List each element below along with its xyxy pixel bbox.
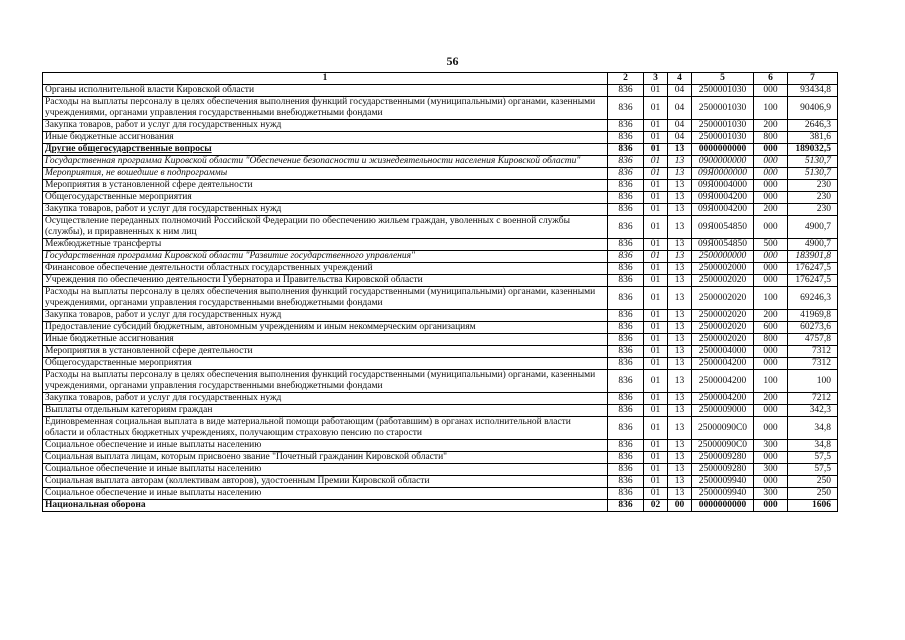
row-amount-cell: 4900,7	[788, 239, 838, 251]
row-col6-cell: 100	[754, 370, 788, 393]
row-col6-cell: 000	[754, 452, 788, 464]
row-col4-cell: 00	[668, 500, 692, 512]
row-col6-cell: 100	[754, 287, 788, 310]
row-col3-cell: 01	[644, 393, 668, 405]
row-name-cell	[43, 156, 608, 168]
table-row	[43, 287, 838, 310]
table-row	[43, 322, 838, 334]
row-col5-cell: 25000090С0	[692, 440, 754, 452]
row-amount-cell: 230	[788, 192, 838, 204]
row-col3-cell: 01	[644, 216, 668, 239]
page-number: 56	[446, 54, 459, 68]
row-amount-cell: 381,6	[788, 132, 838, 144]
row-col6-cell: 000	[754, 500, 788, 512]
row-name-cell	[43, 239, 608, 251]
row-name-text: Закупка товаров, работ и услуг для государственных нужд	[45, 204, 282, 214]
row-col4-cell: 13	[668, 251, 692, 263]
row-amount-cell: 176247,5	[788, 275, 838, 287]
header-cell-4: 4	[668, 73, 692, 85]
row-name-text: Другие общегосударственные вопросы	[45, 144, 212, 154]
row-col5-cell: 2500002000	[692, 263, 754, 275]
header-cell-1: 1	[43, 73, 608, 85]
row-amount-cell: 5130,7	[788, 168, 838, 180]
row-name-cell	[43, 204, 608, 216]
row-col4-cell: 13	[668, 168, 692, 180]
row-col4-cell: 13	[668, 440, 692, 452]
row-amount-cell: 7312	[788, 346, 838, 358]
row-amount-cell: 250	[788, 488, 838, 500]
table-row	[43, 405, 838, 417]
row-name-text: Межбюджетные трансферты	[45, 239, 162, 249]
row-col2-cell: 836	[608, 322, 644, 334]
row-name-cell	[43, 322, 608, 334]
table-row	[43, 204, 838, 216]
row-name-text: Социальное обеспечение и иные выплаты населению	[45, 464, 262, 474]
row-col6-cell: 000	[754, 346, 788, 358]
row-col4-cell: 13	[668, 239, 692, 251]
row-name-text: Закупка товаров, работ и услуг для государственных нужд	[45, 310, 282, 320]
table-row	[43, 393, 838, 405]
row-name-cell	[43, 452, 608, 464]
row-col2-cell: 836	[608, 204, 644, 216]
row-col5-cell: 2500009280	[692, 452, 754, 464]
row-amount-cell: 230	[788, 180, 838, 192]
row-col5-cell: 2500002020	[692, 310, 754, 322]
row-col2-cell: 836	[608, 144, 644, 156]
row-col3-cell: 01	[644, 180, 668, 192]
row-col3-cell: 01	[644, 204, 668, 216]
row-col2-cell: 836	[608, 216, 644, 239]
row-col3-cell: 01	[644, 452, 668, 464]
row-name-text: Национальная оборона	[45, 500, 146, 510]
table-row	[43, 476, 838, 488]
row-amount-cell: 93434,8	[788, 85, 838, 97]
row-amount-cell: 60273,6	[788, 322, 838, 334]
row-name-cell	[43, 287, 608, 310]
row-col4-cell: 13	[668, 476, 692, 488]
row-col4-cell: 13	[668, 346, 692, 358]
row-name-text: Органы исполнительной власти Кировской области	[45, 85, 255, 95]
row-amount-cell: 250	[788, 476, 838, 488]
row-col2-cell: 836	[608, 97, 644, 120]
table-row	[43, 144, 838, 156]
row-col5-cell: 25000090С0	[692, 417, 754, 440]
row-col5-cell: 0000000000	[692, 500, 754, 512]
row-name-cell	[43, 334, 608, 346]
row-col6-cell: 600	[754, 322, 788, 334]
table-row	[43, 251, 838, 263]
row-col3-cell: 01	[644, 275, 668, 287]
row-col2-cell: 836	[608, 263, 644, 275]
table-row	[43, 346, 838, 358]
row-col2-cell: 836	[608, 452, 644, 464]
row-col6-cell: 500	[754, 239, 788, 251]
row-col3-cell: 01	[644, 334, 668, 346]
row-col5-cell: 2500001030	[692, 132, 754, 144]
row-col6-cell: 000	[754, 358, 788, 370]
table-row	[43, 358, 838, 370]
row-col3-cell: 01	[644, 156, 668, 168]
row-name-text: Иные бюджетные ассигнования	[45, 132, 174, 142]
row-name-text: Иные бюджетные ассигнования	[45, 334, 174, 344]
row-name-cell	[43, 476, 608, 488]
row-col3-cell: 01	[644, 97, 668, 120]
row-name-text: Мероприятия, не вошедшие в подпрограммы	[45, 168, 228, 178]
table-row	[43, 192, 838, 204]
row-name-cell	[43, 346, 608, 358]
row-col6-cell: 000	[754, 405, 788, 417]
row-name-cell	[43, 488, 608, 500]
row-col5-cell: 09Я0004200	[692, 192, 754, 204]
row-col3-cell: 01	[644, 263, 668, 275]
row-name-cell	[43, 417, 608, 440]
row-col4-cell: 13	[668, 192, 692, 204]
row-name-cell	[43, 464, 608, 476]
row-col5-cell: 2500009280	[692, 464, 754, 476]
row-col2-cell: 836	[608, 156, 644, 168]
row-col6-cell: 000	[754, 192, 788, 204]
row-col5-cell: 2500009000	[692, 405, 754, 417]
row-col2-cell: 836	[608, 334, 644, 346]
row-col3-cell: 01	[644, 120, 668, 132]
table-row	[43, 452, 838, 464]
row-name-cell	[43, 440, 608, 452]
row-name-text: Предоставление субсидий бюджетным, автономным учреждениям и иным некоммерческим организациям	[45, 322, 476, 332]
row-col6-cell: 800	[754, 334, 788, 346]
row-col4-cell: 04	[668, 85, 692, 97]
header-cell-2: 2	[608, 73, 644, 85]
row-col4-cell: 04	[668, 120, 692, 132]
row-amount-cell: 183901,8	[788, 251, 838, 263]
row-col2-cell: 836	[608, 370, 644, 393]
row-col6-cell: 300	[754, 464, 788, 476]
header-cell-3: 3	[644, 73, 668, 85]
row-amount-cell: 230	[788, 204, 838, 216]
row-col4-cell: 13	[668, 452, 692, 464]
row-col6-cell: 300	[754, 488, 788, 500]
row-name-cell	[43, 358, 608, 370]
row-amount-cell: 4900,7	[788, 216, 838, 239]
row-col2-cell: 836	[608, 132, 644, 144]
row-name-text: Выплаты отдельным категориям граждан	[45, 405, 213, 415]
row-col2-cell: 836	[608, 488, 644, 500]
table-row	[43, 156, 838, 168]
row-name-text: Закупка товаров, работ и услуг для государственных нужд	[45, 120, 282, 130]
table-row	[43, 216, 838, 239]
table-row	[43, 370, 838, 393]
table-row	[43, 239, 838, 251]
row-col6-cell: 000	[754, 144, 788, 156]
row-amount-cell: 2646,3	[788, 120, 838, 132]
row-col3-cell: 01	[644, 239, 668, 251]
row-col4-cell: 13	[668, 405, 692, 417]
row-name-cell	[43, 97, 608, 120]
header-cell-7: 7	[788, 73, 838, 85]
row-col2-cell: 836	[608, 168, 644, 180]
row-name-cell	[43, 120, 608, 132]
row-col5-cell: 2500000000	[692, 251, 754, 263]
row-name-cell	[43, 144, 608, 156]
row-col3-cell: 01	[644, 440, 668, 452]
table-row	[43, 120, 838, 132]
row-amount-cell: 34,8	[788, 440, 838, 452]
row-name-text: Расходы на выплаты персоналу в целях обеспечения выполнения функций государственными (муниципальными) органами, казенными учреждениями, органами управления государственными внебюджетными фондами	[45, 370, 596, 391]
table-row	[43, 132, 838, 144]
row-col2-cell: 836	[608, 192, 644, 204]
row-amount-cell: 7212	[788, 393, 838, 405]
row-col6-cell: 000	[754, 156, 788, 168]
row-col4-cell: 13	[668, 204, 692, 216]
table-row	[43, 440, 838, 452]
row-name-text: Социальное обеспечение и иные выплаты населению	[45, 488, 262, 498]
row-col4-cell: 04	[668, 132, 692, 144]
row-col3-cell: 01	[644, 358, 668, 370]
row-name-cell	[43, 180, 608, 192]
row-amount-cell: 90406,9	[788, 97, 838, 120]
row-col3-cell: 01	[644, 405, 668, 417]
row-col4-cell: 13	[668, 322, 692, 334]
row-name-text: Мероприятия в установленной сфере деятельности	[45, 346, 253, 356]
row-col5-cell: 09Я0004000	[692, 180, 754, 192]
row-amount-cell: 100	[788, 370, 838, 393]
row-col3-cell: 02	[644, 500, 668, 512]
row-col5-cell: 2500009940	[692, 488, 754, 500]
row-name-cell	[43, 132, 608, 144]
table-row	[43, 275, 838, 287]
row-col5-cell: 2500002020	[692, 287, 754, 310]
row-name-cell	[43, 263, 608, 275]
row-col5-cell: 2500001030	[692, 85, 754, 97]
row-col4-cell: 13	[668, 334, 692, 346]
row-col2-cell: 836	[608, 417, 644, 440]
row-col6-cell: 000	[754, 263, 788, 275]
row-amount-cell: 4757,8	[788, 334, 838, 346]
row-col5-cell: 2500001030	[692, 97, 754, 120]
row-name-text: Общегосударственные мероприятия	[45, 358, 192, 368]
row-col4-cell: 13	[668, 464, 692, 476]
header-cell-5: 5	[692, 73, 754, 85]
row-col4-cell: 13	[668, 263, 692, 275]
row-name-text: Учреждения по обеспечению деятельности Губернатора и Правительства Кировской области	[45, 275, 423, 285]
row-col3-cell: 01	[644, 370, 668, 393]
row-col6-cell: 000	[754, 168, 788, 180]
row-amount-cell: 69246,3	[788, 287, 838, 310]
row-col5-cell: 2500004000	[692, 346, 754, 358]
row-col2-cell: 836	[608, 180, 644, 192]
row-col6-cell: 000	[754, 85, 788, 97]
row-col2-cell: 836	[608, 251, 644, 263]
table-row	[43, 488, 838, 500]
table-row	[43, 464, 838, 476]
row-col4-cell: 13	[668, 144, 692, 156]
row-col4-cell: 13	[668, 370, 692, 393]
row-col3-cell: 01	[644, 346, 668, 358]
row-col6-cell: 000	[754, 180, 788, 192]
table-row	[43, 85, 838, 97]
row-name-cell	[43, 310, 608, 322]
row-col2-cell: 836	[608, 500, 644, 512]
table-row	[43, 417, 838, 440]
row-name-text: Общегосударственные мероприятия	[45, 192, 192, 202]
header-row	[43, 73, 838, 85]
row-col5-cell: 2500004200	[692, 358, 754, 370]
row-col5-cell: 09Я0004200	[692, 204, 754, 216]
row-name-text: Осуществление переданных полномочий Российской Федерации по обеспечению жильем граждан, уволенных с военной службы (службы), и приравненных к ним лиц	[45, 216, 570, 237]
row-amount-cell: 41969,8	[788, 310, 838, 322]
row-col4-cell: 13	[668, 216, 692, 239]
row-amount-cell: 342,3	[788, 405, 838, 417]
row-col4-cell: 13	[668, 488, 692, 500]
row-col3-cell: 01	[644, 310, 668, 322]
row-name-cell	[43, 168, 608, 180]
row-col5-cell: 2500009940	[692, 476, 754, 488]
row-name-text: Закупка товаров, работ и услуг для государственных нужд	[45, 393, 282, 403]
row-col3-cell: 01	[644, 168, 668, 180]
row-col2-cell: 836	[608, 405, 644, 417]
row-amount-cell: 34,8	[788, 417, 838, 440]
table-row	[43, 168, 838, 180]
row-col6-cell: 200	[754, 310, 788, 322]
row-col2-cell: 836	[608, 346, 644, 358]
row-col3-cell: 01	[644, 322, 668, 334]
row-amount-cell: 1606	[788, 500, 838, 512]
row-name-cell	[43, 251, 608, 263]
row-col6-cell: 000	[754, 275, 788, 287]
row-col6-cell: 800	[754, 132, 788, 144]
table-row	[43, 334, 838, 346]
table-row	[43, 263, 838, 275]
budget-table	[42, 72, 838, 512]
row-col2-cell: 836	[608, 275, 644, 287]
row-col5-cell: 09Я0000000	[692, 168, 754, 180]
row-name-cell	[43, 393, 608, 405]
row-col3-cell: 01	[644, 85, 668, 97]
row-col4-cell: 13	[668, 180, 692, 192]
row-col4-cell: 13	[668, 358, 692, 370]
row-col6-cell: 100	[754, 97, 788, 120]
row-name-cell	[43, 370, 608, 393]
row-col5-cell: 2500001030	[692, 120, 754, 132]
row-name-text: Расходы на выплаты персоналу в целях обеспечения выполнения функций государственными (муниципальными) органами, казенными учреждениями, органами управления государственными внебюджетными фондами	[45, 97, 596, 118]
row-col3-cell: 01	[644, 464, 668, 476]
row-col2-cell: 836	[608, 287, 644, 310]
row-col4-cell: 13	[668, 417, 692, 440]
row-name-text: Социальная выплата лицам, которым присвоено звание "Почетный гражданин Кировской области"	[45, 452, 448, 462]
row-col6-cell: 000	[754, 251, 788, 263]
row-col3-cell: 01	[644, 192, 668, 204]
table-row	[43, 97, 838, 120]
row-col2-cell: 836	[608, 440, 644, 452]
row-name-text: Государственная программа Кировской области "Развитие государственного управления"	[45, 251, 416, 261]
row-name-cell	[43, 216, 608, 239]
row-col5-cell: 09Я0054850	[692, 216, 754, 239]
table-row	[43, 310, 838, 322]
row-col3-cell: 01	[644, 287, 668, 310]
row-col2-cell: 836	[608, 85, 644, 97]
row-col4-cell: 13	[668, 287, 692, 310]
row-col5-cell: 2500002020	[692, 334, 754, 346]
row-col5-cell: 2500004200	[692, 370, 754, 393]
row-col3-cell: 01	[644, 251, 668, 263]
row-amount-cell: 57,5	[788, 452, 838, 464]
row-name-text: Мероприятия в установленной сфере деятельности	[45, 180, 253, 190]
row-col3-cell: 01	[644, 132, 668, 144]
row-col2-cell: 836	[608, 358, 644, 370]
row-name-text: Социальное обеспечение и иные выплаты населению	[45, 440, 262, 450]
row-col2-cell: 836	[608, 464, 644, 476]
row-name-cell	[43, 85, 608, 97]
row-col6-cell: 000	[754, 417, 788, 440]
row-col6-cell: 000	[754, 476, 788, 488]
table-row	[43, 500, 838, 512]
row-col2-cell: 836	[608, 120, 644, 132]
row-col6-cell: 200	[754, 393, 788, 405]
row-name-cell	[43, 405, 608, 417]
row-col6-cell: 000	[754, 216, 788, 239]
row-col4-cell: 13	[668, 310, 692, 322]
row-col2-cell: 836	[608, 239, 644, 251]
table-body	[43, 73, 838, 512]
row-col5-cell: 0900000000	[692, 156, 754, 168]
row-name-text: Единовременная социальная выплата в виде материальной помощи работающим (работавшим) в органах исполнительной власти области и областных бюджетных учреждениях, получающим страховую пенсию по старости	[45, 417, 571, 438]
row-col5-cell: 0000000000	[692, 144, 754, 156]
row-col3-cell: 01	[644, 417, 668, 440]
row-amount-cell: 5130,7	[788, 156, 838, 168]
row-col6-cell: 300	[754, 440, 788, 452]
row-col2-cell: 836	[608, 393, 644, 405]
row-col3-cell: 01	[644, 488, 668, 500]
row-name-cell	[43, 500, 608, 512]
row-name-text: Государственная программа Кировской области "Обеспечение безопасности и жизнедеятельности населения Кировской области"	[45, 156, 581, 166]
row-amount-cell: 57,5	[788, 464, 838, 476]
row-amount-cell: 189032,5	[788, 144, 838, 156]
row-col5-cell: 2500002020	[692, 275, 754, 287]
row-col4-cell: 13	[668, 275, 692, 287]
row-name-cell	[43, 192, 608, 204]
row-col6-cell: 200	[754, 204, 788, 216]
row-amount-cell: 176247,5	[788, 263, 838, 275]
row-name-text: Расходы на выплаты персоналу в целях обеспечения выполнения функций государственными (муниципальными) органами, казенными учреждениями, органами управления государственными внебюджетными фондами	[45, 287, 596, 308]
row-col3-cell: 01	[644, 144, 668, 156]
row-name-cell	[43, 275, 608, 287]
row-name-text: Социальная выплата авторам (коллективам авторов), удостоенным Премии Кировской области	[45, 476, 430, 486]
row-name-text: Финансовое обеспечение деятельности областных государственных учреждений	[45, 263, 373, 273]
row-col2-cell: 836	[608, 476, 644, 488]
table-row	[43, 180, 838, 192]
row-col4-cell: 13	[668, 156, 692, 168]
row-col4-cell: 13	[668, 393, 692, 405]
header-cell-6: 6	[754, 73, 788, 85]
row-col5-cell: 09Я0054850	[692, 239, 754, 251]
row-col5-cell: 2500002020	[692, 322, 754, 334]
row-col5-cell: 2500004200	[692, 393, 754, 405]
row-col4-cell: 04	[668, 97, 692, 120]
row-col2-cell: 836	[608, 310, 644, 322]
row-col6-cell: 200	[754, 120, 788, 132]
row-col3-cell: 01	[644, 476, 668, 488]
row-amount-cell: 7312	[788, 358, 838, 370]
